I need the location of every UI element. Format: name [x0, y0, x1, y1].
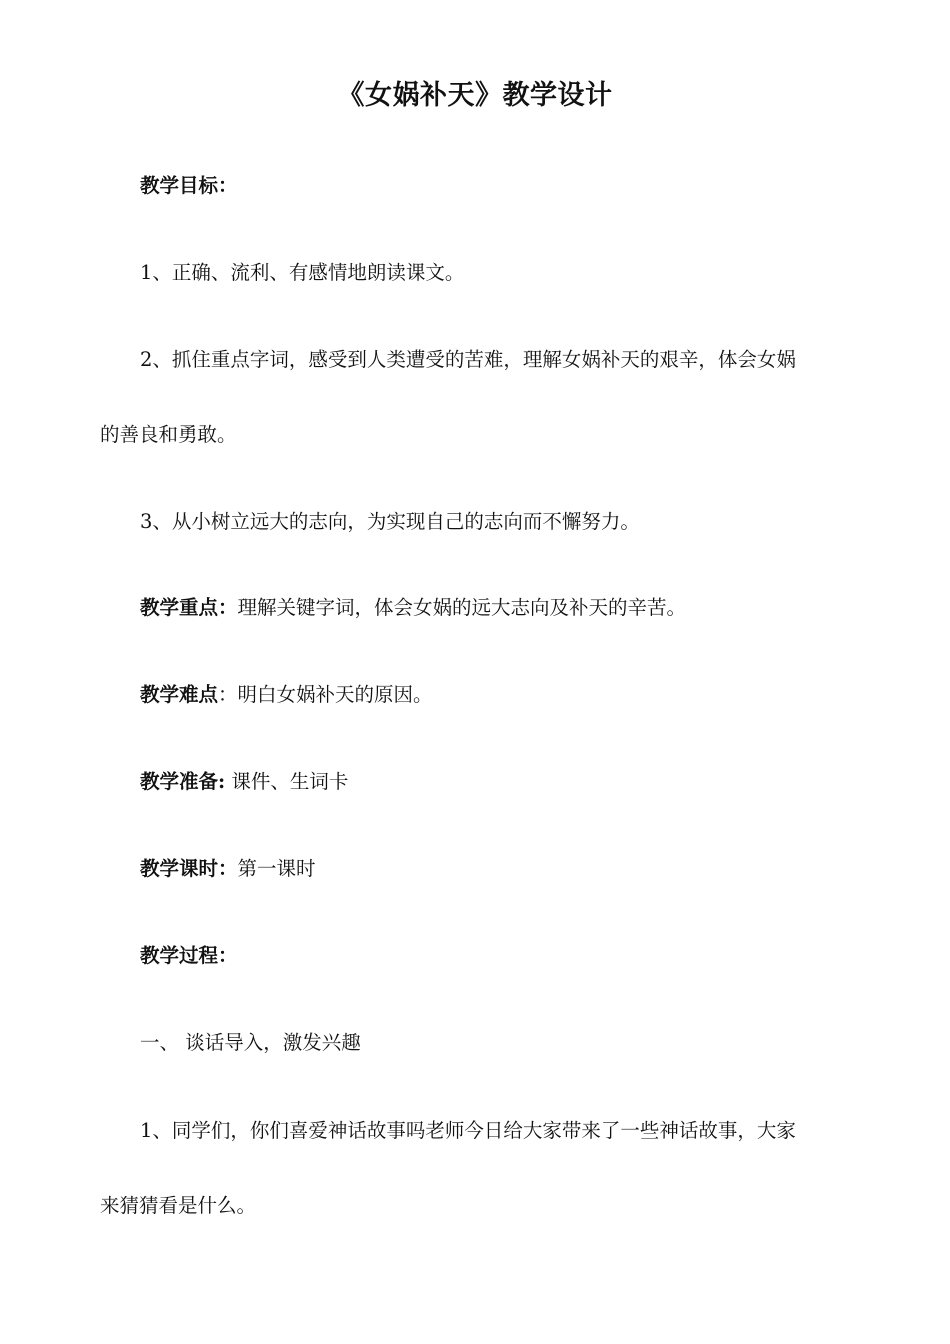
- objective-item-2: 2、抓住重点字词，感受到人类遭受的苦难，理解女娲补天的艰辛，体会女娲: [140, 348, 796, 371]
- period-label: 教学课时：: [140, 857, 238, 880]
- preparation-label: 教学准备:: [140, 770, 226, 793]
- objective-item-3: 3、从小树立远大的志向，为实现自己的志向而不懈努力。: [140, 510, 640, 533]
- section1-paragraph-line-2: 来猜猜看是什么。: [100, 1194, 257, 1217]
- preparation-text: 课件、生词卡: [225, 770, 349, 793]
- key-point-line: [140, 594, 840, 622]
- key-point-text: 理解关键字词，体会女娲的远大志向及补天的辛苦。: [237, 596, 687, 619]
- document-title: 《女娲补天》教学设计: [337, 80, 613, 111]
- objectives-heading: 教学目标：: [140, 174, 238, 197]
- period-line: [140, 855, 840, 883]
- objective-item-1: 1、正确、流利、有感情地朗读课文。: [140, 261, 465, 284]
- difficulty-label: 教学难点: [140, 683, 219, 706]
- preparation-line: [140, 768, 840, 796]
- difficulty-text: ：明白女娲补天的原因。: [218, 683, 433, 706]
- section1-paragraph-line-1: 1、同学们，你们喜爱神话故事吗老师今日给大家带来了一些神话故事，大家: [140, 1119, 796, 1142]
- section1-heading: 一、 谈话导入，激发兴趣: [140, 1031, 361, 1054]
- period-text: 第一课时: [237, 857, 316, 880]
- key-point-label: 教学重点：: [140, 596, 238, 619]
- process-heading: 教学过程：: [140, 944, 238, 967]
- difficulty-line: [140, 681, 840, 709]
- objective-item-2-continued: 的善良和勇敢。: [100, 423, 237, 446]
